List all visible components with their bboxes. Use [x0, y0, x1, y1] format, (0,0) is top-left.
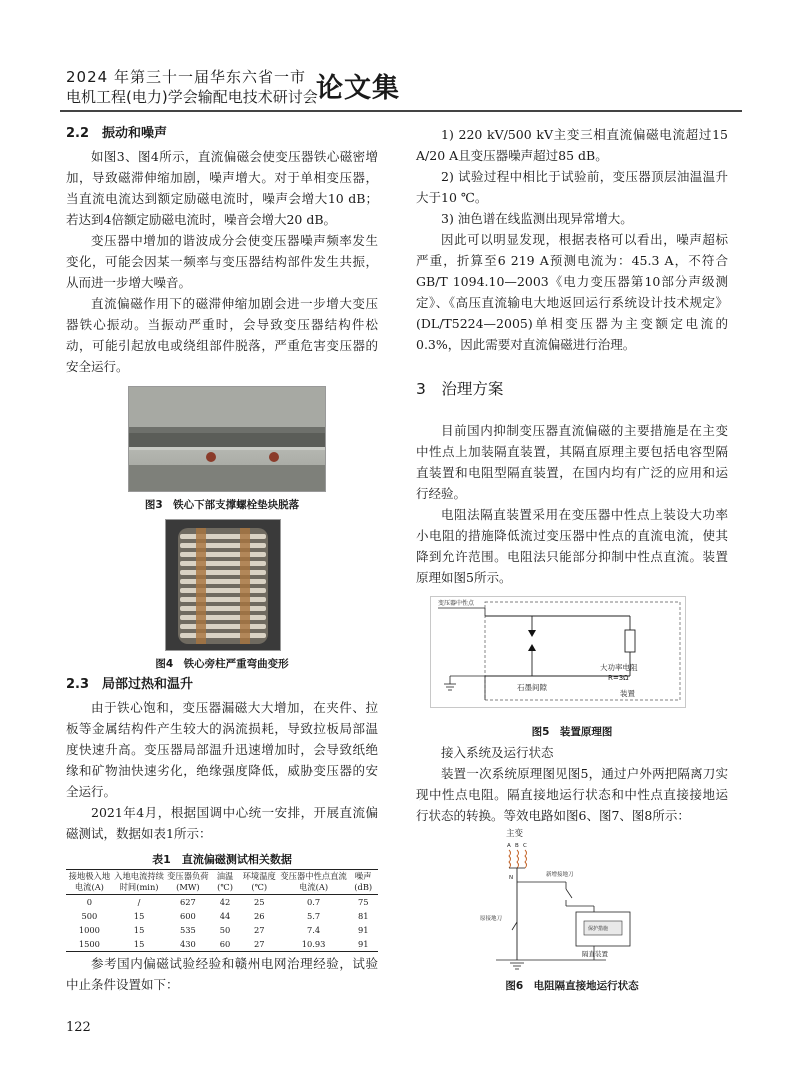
column-header: 噪声(dB) [348, 870, 378, 895]
section-2-3-closing [66, 953, 378, 995]
neutral-n-label: N [509, 875, 514, 881]
transformer-winding-icon [509, 850, 527, 868]
figure-4-photo [165, 519, 281, 651]
page-number: 122 [66, 1020, 91, 1035]
table-row [66, 909, 378, 923]
header-conference-line1: 2024 年第三十一届华东六省一市 [66, 68, 306, 86]
column-header: 油温(℃) [210, 870, 239, 895]
table-cell: 500 [81, 911, 98, 921]
table-cell: 50 [219, 925, 231, 935]
paragraph: 电阻法隔直装置采用在变压器中性点上装设大功率小电阻的措施降低流过变压器中性点的直流电流，使其降到允许范围。电阻法只能部分抑制中性点直流。装置原理如图5所示。 [416, 507, 728, 585]
condition-3: 3) 油色谱在线监测出现异常增大。 [441, 211, 633, 226]
table-cell: 7.4 [306, 925, 321, 935]
table-cell: 15 [133, 911, 145, 921]
table-cell: 0 [86, 897, 93, 907]
original-switch-label: 原接地刀 [480, 916, 503, 922]
header-conference-line2: 电机工程(电力)学会输配电技术研讨会 [66, 88, 318, 106]
table-row [66, 937, 378, 952]
neutral-point-label: 变压器中性点 [438, 600, 475, 607]
figure-3-photo [128, 386, 326, 492]
column-header: 入地电流持续时间(min) [113, 870, 166, 895]
table-cell: 627 [179, 897, 196, 907]
table-cell: 26 [253, 911, 265, 921]
main-transformer-label: 主变 [506, 829, 524, 839]
section-2-3-heading: 2.3 局部过热和温升 [66, 677, 194, 692]
paragraph: 目前国内抑制变压器直流偏磁的主要措施是在主变中性点上加装隔直装置，其隔直原理主要包括电容型隔直装置和电阻型隔直装置，在国内均有广泛的应用和运行经验。 [416, 423, 728, 501]
table-row [66, 895, 378, 910]
table-cell: 5.7 [306, 911, 321, 921]
column-header: 变压器负荷(MW) [165, 870, 210, 895]
paragraph: 参考国内偏磁试验经验和赣州电网治理经验，试验中止条件设置如下： [66, 956, 378, 992]
phase-b-label: B [515, 843, 519, 849]
paragraph: 由于铁心饱和，变压器漏磁大大增加，在夹件、拉板等金属结构件产生较大的涡流损耗，导致拉板局部温度快速升高。变压器局部温升迅速增加时，会导致纸绝缘和矿物油快速劣化，绝缘强度降低，威胁变压器的安全运行。 [66, 700, 378, 799]
table-cell: 1500 [66, 937, 113, 952]
resistor-value-label: R=3Ω [608, 674, 629, 682]
table-cell: 1000 [78, 925, 100, 935]
header-proceedings-title: 论文集 [316, 73, 400, 104]
column-header: 接地极入地电流(A) [66, 870, 113, 895]
figure-4-caption: 图4 铁心旁柱严重弯曲变形 [155, 658, 289, 670]
resistance-blocking-circuit-diagram [476, 826, 682, 970]
device-principle-diagram [430, 596, 686, 708]
phase-c-label: C [523, 843, 527, 849]
column-header: 变压器中性点直流电流(A) [279, 870, 349, 895]
figure-5-diagram [430, 596, 686, 708]
table-header-row [66, 870, 378, 895]
figure-3-caption: 图3 铁心下部支撑螺栓垫块脱落 [144, 499, 300, 511]
table-cell: 27 [253, 925, 265, 935]
table-cell: 15 [113, 937, 166, 952]
table-cell: 430 [165, 937, 210, 952]
device-label: 装置 [620, 689, 635, 698]
original-switch-icon [512, 922, 517, 930]
table-cell: 81 [357, 911, 369, 921]
table-row [66, 923, 378, 937]
section-2-3-body [66, 697, 378, 844]
condition-2: 2) 试验过程中相比于试验前，变压器顶层油温温升大于10 ℃。 [416, 169, 728, 205]
new-switch-icon [566, 889, 572, 898]
paragraph: 装置一次系统原理图见图5，通过户外两把隔离刀实现中性点电阻。隔直接地运行状态和中性点直接接地运行状态的转换。等效电路如图6、图7、图8所示： [416, 766, 728, 823]
section-3-heading: 3 治理方案 [416, 380, 504, 398]
table-cell: 44 [219, 911, 231, 921]
section-3-body [416, 420, 728, 588]
figure-6-caption: 图6 电阻隔直接地运行状态 [505, 980, 639, 992]
phase-a-label: A [507, 843, 511, 849]
table-cell: 10.93 [279, 937, 349, 952]
table-cell: 75 [357, 897, 369, 907]
termination-conditions [416, 124, 728, 355]
section-2-2-heading: 2.2 振动和噪声 [66, 126, 168, 141]
paragraph: 如图3、图4所示，直流偏磁会使变压器铁心磁密增加，导致磁滞伸缩加剧，噪声增大。对于单相变压器，当直流电流达到额定励磁电流时，噪声会增大10 dB；若达到4倍额定励磁电流时，噪音会增大20 dB。 [66, 149, 378, 227]
bent-core-limb-photo-image [166, 520, 280, 650]
table-cell: 42 [219, 897, 231, 907]
table-1-title: 表1 直流偏磁测试相关数据 [152, 853, 292, 866]
table-cell: / [137, 897, 141, 907]
figure-6-diagram [476, 826, 682, 970]
paragraph: 直流偏磁作用下的磁滞伸缩加剧会进一步增大变压器铁心振动。当振动严重时，会导致变压器结构件松动，可能引起放电或绕组部件脱落，严重危害变压器的安全运行。 [66, 296, 378, 374]
data-table [66, 869, 378, 952]
table-cell: 15 [133, 925, 145, 935]
bolt-pad-photo-image [129, 387, 325, 491]
condition-1: 1) 220 kV/500 kV主变三相直流偏磁电流超过15 A/20 A且变压器噪声超过85 dB。 [416, 127, 728, 163]
subsection-heading: 接入系统及运行状态 [441, 745, 554, 760]
resistor-label: 大功率电阻 [600, 663, 638, 672]
paragraph: 2021年4月，根据国调中心统一安排，开展直流偏磁测试，数据如表1所示： [66, 805, 378, 841]
section-2-2-body [66, 146, 378, 377]
graphite-gap-label: 石墨间隙 [517, 683, 547, 692]
table-cell: 600 [179, 911, 196, 921]
table-cell: 27 [240, 937, 279, 952]
protection-label: 保护措施 [588, 926, 609, 932]
table-cell: 91 [348, 937, 378, 952]
table-cell: 535 [179, 925, 196, 935]
table-cell: 91 [357, 925, 369, 935]
resistor-symbol [625, 630, 635, 652]
table-cell: 25 [253, 897, 265, 907]
table-cell: 60 [210, 937, 239, 952]
paragraph: 因此可以明显发现，根据表格可以看出，噪声超标严重，折算至6 219 A预测电流为：45.3 A，不符合GB/T 1094.10—2003《电力变压器第10部分声级测定》、《高压直流输电大地返回运行系统设计技术规定》(DL/T5224—2005)单相变压器为主变额定电流的0.3%，因此需要对直流偏磁进行治理。 [416, 232, 728, 352]
table-cell: 0.7 [306, 897, 321, 907]
header-rule [60, 110, 742, 112]
section-3-operation [416, 742, 728, 826]
table-1 [66, 869, 378, 952]
new-switch-label: 新增接地刀 [546, 872, 574, 878]
paragraph: 变压器中增加的谐波成分会使变压器噪声频率发生变化，可能会因某一频率与变压器结构部件发生共振，从而进一步增大噪音。 [66, 233, 378, 290]
column-header: 环境温度(℃) [240, 870, 279, 895]
device-label: 隔直装置 [582, 950, 608, 958]
figure-5-caption: 图5 装置原理图 [531, 726, 613, 738]
